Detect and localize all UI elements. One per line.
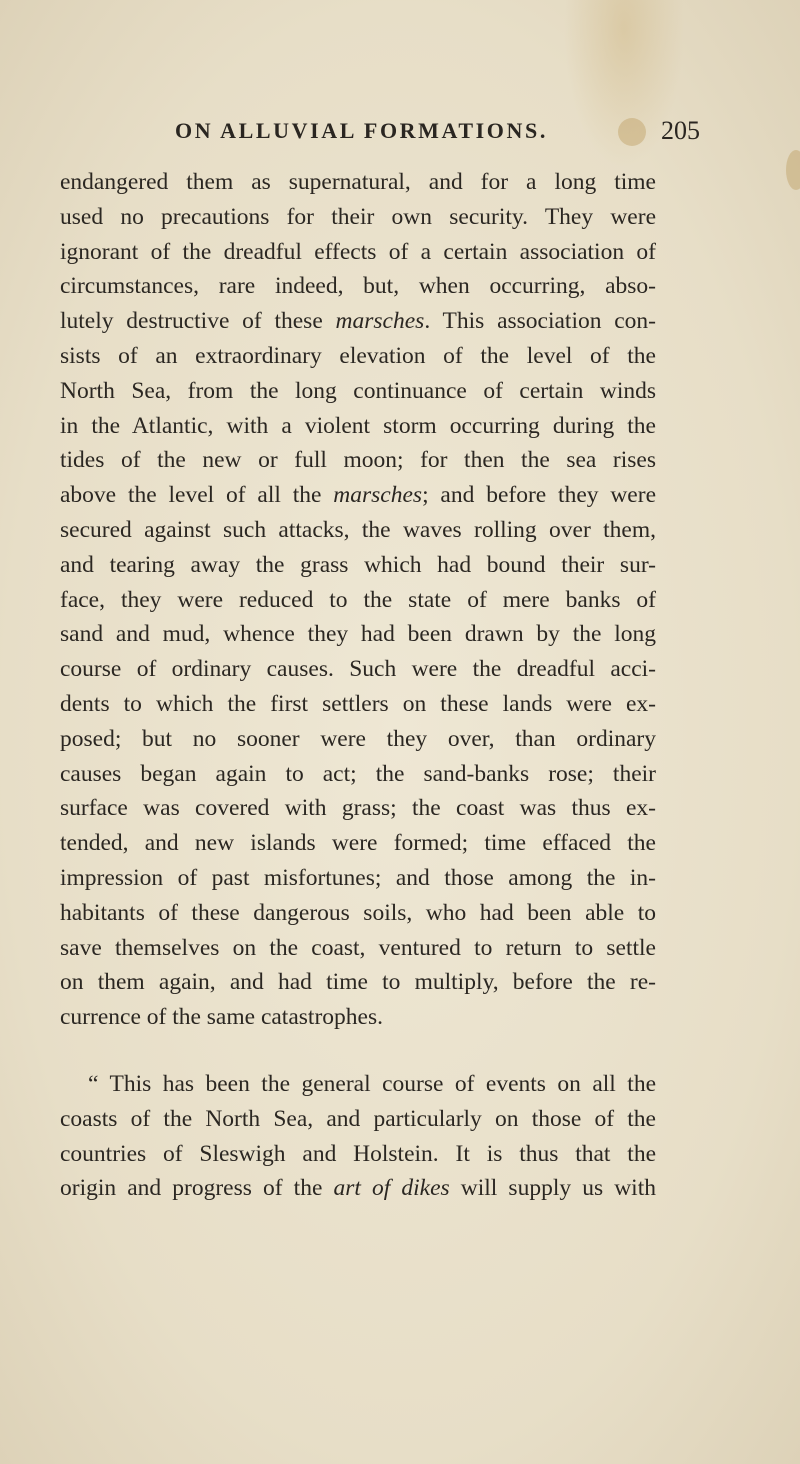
text-line: lutely destructive of these marsches. This association con- <box>60 308 657 335</box>
text-line: North Sea, from the long continuance of certain winds <box>60 377 656 404</box>
paragraph-gap <box>60 1035 656 1067</box>
text-line: tides of the new or full moon; for then the sea rises <box>60 447 656 474</box>
text-line: face, they were reduced to the state of mere banks of <box>60 586 656 613</box>
text-line: surface was covered with grass; the coast was thus ex- <box>60 795 656 822</box>
text-line: countries of Sleswigh and Holstein. It is thus that the <box>60 1140 656 1167</box>
text-line: posed; but no sooner were they over, than ordinary <box>60 725 656 752</box>
paragraph-1 <box>60 165 656 1035</box>
text-line: causes began again to act; the sand-banks rose; their <box>60 760 656 787</box>
text-line: secured against such attacks, the waves rolling over them, <box>60 516 656 543</box>
text-line: impression of past misfortunes; and those among the in- <box>60 864 656 891</box>
text-line: used no precautions for their own security. They were <box>60 203 656 230</box>
text-line: sand and mud, whence they had been drawn by the long <box>60 621 656 648</box>
text-line: in the Atlantic, with a violent storm occurring during the <box>60 412 656 439</box>
paragraph-2 <box>60 1067 656 1206</box>
text-line: habitants of these dangerous soils, who had been able to <box>60 899 656 926</box>
text-line: sists of an extraordinary elevation of the level of the <box>60 342 656 369</box>
text-line: course of ordinary causes. Such were the dreadful acci- <box>60 656 656 683</box>
text-line: ignorant of the dreadful effects of a certain association of <box>60 238 656 265</box>
text-line: on them again, and had time to multiply, before the re- <box>60 969 656 996</box>
text-line: circumstances, rare indeed, but, when occurring, abso- <box>60 273 656 300</box>
paper-stain <box>786 150 800 190</box>
text-line: endangered them as supernatural, and for a long time <box>60 169 656 195</box>
text-line: dents to which the first settlers on these lands were ex- <box>60 690 656 717</box>
text-line: and tearing away the grass which had bound their sur- <box>60 551 656 578</box>
running-head: ON ALLUVIAL FORMATIONS. <box>175 118 548 143</box>
text-line: currence of the same catastrophes. <box>60 1004 383 1031</box>
text-line: “ This has been the general course of events on all the <box>88 1070 656 1097</box>
text-line: above the level of all the marsches; and before they were <box>60 482 656 509</box>
page-header <box>0 116 800 150</box>
text-line: origin and progress of the art of dikes will supply us with <box>60 1175 656 1202</box>
text-line: tended, and new islands were formed; time effaced the <box>60 830 656 857</box>
body-text <box>60 165 656 1206</box>
page-number: 205 <box>661 116 700 145</box>
text-line: coasts of the North Sea, and particularly on those of the <box>60 1105 656 1132</box>
text-line: save themselves on the coast, ventured to return to settle <box>60 934 656 961</box>
